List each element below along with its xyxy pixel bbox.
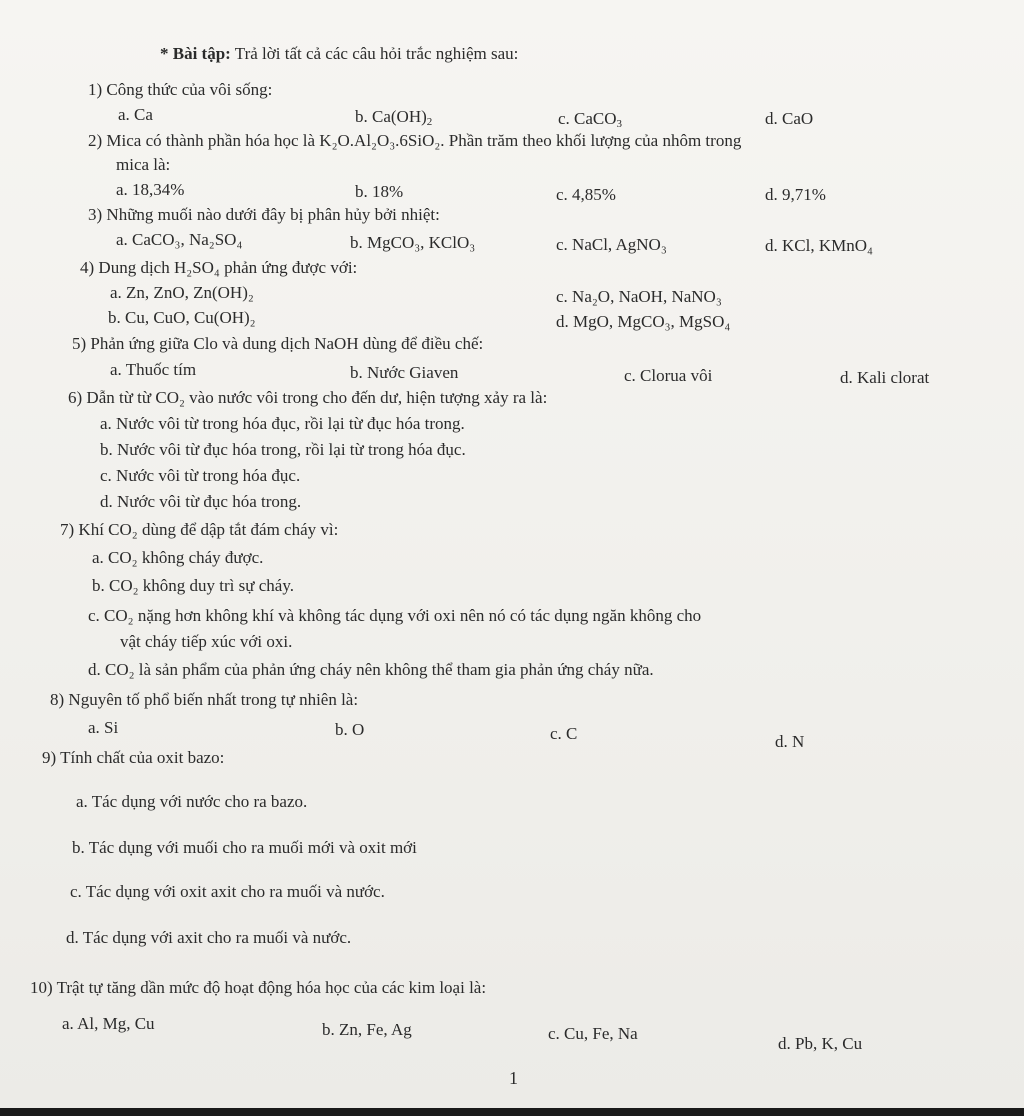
q1-option-c xyxy=(558,109,622,129)
q4-option-b: b. Cu, CuO, Cu(OH)₂ xyxy=(108,308,256,327)
q9-option-a: a. Tác dụng với nước cho ra bazo. xyxy=(76,792,308,811)
q6-option-c: c. Nước vôi từ trong hóa đục. xyxy=(100,466,301,485)
bottom-edge xyxy=(0,1108,1024,1116)
q1-option-c-text: c. CaCO xyxy=(558,109,617,128)
q10-option-d: d. Pb, K, Cu xyxy=(778,1034,863,1053)
q7-option-a: a. CO₂ không cháy được. xyxy=(92,548,264,567)
q1-option-d: d. CaO xyxy=(765,109,814,128)
q10-option-b: b. Zn, Fe, Ag xyxy=(322,1020,412,1039)
q6-option-d: d. Nước vôi từ đục hóa trong. xyxy=(100,492,302,511)
q2-option-b: b. 18% xyxy=(355,182,404,201)
q1-option-b-text: b. Ca(OH) xyxy=(355,107,427,126)
question-2-stem-line2: mica là: xyxy=(116,155,171,174)
q6-option-a: a. Nước vôi từ trong hóa đục, rồi lại từ đục hóa trong. xyxy=(100,414,465,433)
question-9-stem: 9) Tính chất của oxit bazo: xyxy=(42,748,225,767)
question-8-stem: 8) Nguyên tố phổ biến nhất trong tự nhiên là: xyxy=(50,690,359,709)
q9-option-b: b. Tác dụng với muối cho ra muối mới và oxit mới xyxy=(72,838,417,857)
question-1-stem: 1) Công thức của vôi sống: xyxy=(88,80,273,99)
q3-option-d: d. KCl, KMnO₄ xyxy=(765,236,873,255)
q2-option-c: c. 4,85% xyxy=(556,185,616,204)
q3-option-a: a. CaCO₃, Na₂SO₄ xyxy=(116,230,243,249)
q9-option-c: c. Tác dụng với oxit axit cho ra muối và nước. xyxy=(70,882,385,901)
question-5-stem: 5) Phản ứng giữa Clo và dung dịch NaOH dùng để điều chế: xyxy=(72,334,484,353)
q8-option-c: c. C xyxy=(550,724,578,743)
question-6-stem: 6) Dẫn từ từ CO₂ vào nước vôi trong cho đến dư, hiện tượng xảy ra là: xyxy=(68,388,548,407)
q10-option-a: a. Al, Mg, Cu xyxy=(62,1014,155,1033)
q1-option-b-sub: 2 xyxy=(426,116,433,128)
q7-option-b: b. CO₂ không duy trì sự cháy. xyxy=(92,576,294,595)
header-text: Trả lời tất cả các câu hỏi trắc nghiệm sau: xyxy=(234,44,519,63)
q2-option-d: d. 9,71% xyxy=(765,185,826,204)
question-4-stem: 4) Dung dịch H₂SO₄ phản ứng được với: xyxy=(80,258,358,277)
q8-option-b: b. O xyxy=(335,720,365,739)
q4-option-a: a. Zn, ZnO, Zn(OH)₂ xyxy=(110,283,254,302)
q5-option-d: d. Kali clorat xyxy=(840,368,930,387)
q8-option-a: a. Si xyxy=(88,718,119,737)
question-2-stem-line1: 2) Mica có thành phần hóa học là K₂O.Al₂O₃.6SiO₂. Phần trăm theo khối lượng của nhôm trong xyxy=(88,131,742,150)
q2-option-a: a. 18,34% xyxy=(116,180,185,199)
q8-option-d: d. N xyxy=(775,732,805,751)
page-header xyxy=(160,44,518,64)
q10-option-c: c. Cu, Fe, Na xyxy=(548,1024,638,1043)
header-label: * Bài tập: xyxy=(160,44,231,63)
q4-option-c: c. Na₂O, NaOH, NaNO₃ xyxy=(556,287,722,306)
q7-option-c-line1: c. CO₂ nặng hơn không khí và không tác dụng với oxi nên nó có tác dụng ngăn không cho xyxy=(88,606,702,625)
q3-option-c: c. NaCl, AgNO₃ xyxy=(556,235,667,254)
question-10-stem: 10) Trật tự tăng dần mức độ hoạt động hóa học của các kim loại là: xyxy=(30,978,487,997)
q5-option-b: b. Nước Giaven xyxy=(350,363,459,382)
question-7-stem: 7) Khí CO₂ dùng để dập tắt đám cháy vì: xyxy=(60,520,339,539)
q3-option-b: b. MgCO₃, KClO₃ xyxy=(350,233,476,252)
q7-option-c-line2: vật cháy tiếp xúc với oxi. xyxy=(120,632,293,651)
q1-option-a: a. Ca xyxy=(118,105,153,124)
q5-option-c: c. Clorua vôi xyxy=(624,366,713,385)
q1-option-c-sub: 3 xyxy=(616,118,623,130)
q1-option-b xyxy=(355,107,432,127)
page-number: 1 xyxy=(509,1068,518,1088)
q4-option-d: d. MgO, MgCO₃, MgSO₄ xyxy=(556,312,731,331)
q7-option-d: d. CO₂ là sản phẩm của phản ứng cháy nên không thể tham gia phản ứng cháy nữa. xyxy=(88,660,654,679)
q6-option-b: b. Nước vôi từ đục hóa trong, rồi lại từ trong hóa đục. xyxy=(100,440,466,459)
q5-option-a: a. Thuốc tím xyxy=(110,360,197,379)
question-3-stem: 3) Những muối nào dưới đây bị phân hủy bởi nhiệt: xyxy=(88,205,440,224)
q9-option-d: d. Tác dụng với axit cho ra muối và nước. xyxy=(66,928,352,947)
